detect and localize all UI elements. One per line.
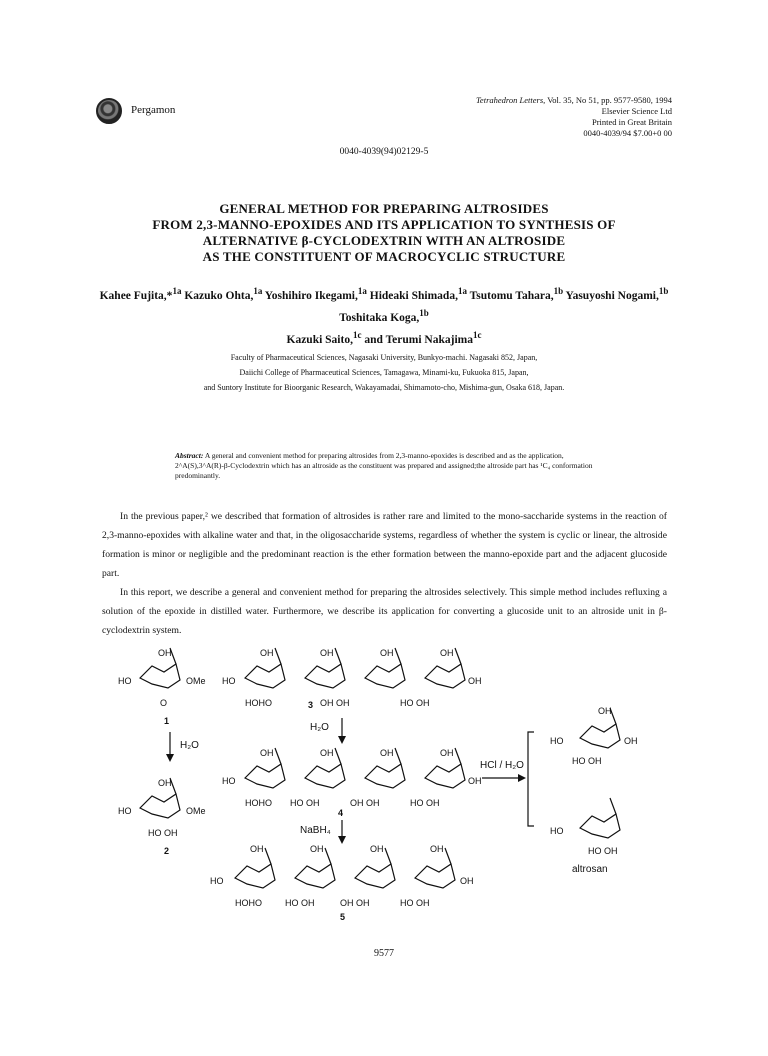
svg-text:HO: HO [550,826,564,836]
author: Toshitaka Koga, [339,311,420,324]
author-list: Kahee Fujita,*$^{1a}$ Kazuko Ohta,$^{1a}$ Yoshihiro Ikegami,$^{1a}$ Hideaki Shimada,$^{1a}$ Tsutomu Tahara,$^{1b}$ Yasuyoshi Nogami,$^{1b}$ Toshitaka Koga,$^{1b}$ Kazuki Saito,$^{1c}$ and Terumi Nakajima$^{1c}$ [99,286,669,346]
publisher-name: Pergamon [131,104,176,116]
affiliation-1: Faculty of Pharmaceutical Sciences, Nagasaki University, Bunkyo-machi. Nagasaki 852, Japan, [230,353,538,362]
doi: 0040-4039(94)02129-5 [339,147,429,157]
author: Yasuyoshi Nogami, [565,289,659,302]
svg-text:HO: HO [118,676,132,686]
abstract-text: A general and convenient method for preparing altrosides from 2,3-manno-epoxides is described and as the application, 2^A(S),3^A(R)-β-Cyclodextrin which has an altroside as the constituent was prepared and assigned;the altroside part has ¹C₄ conformation predominantly. [175,451,593,480]
svg-text:OH OH: OH OH [350,798,380,808]
title-line-2: FROM 2,3-MANNO-EPOXIDES AND ITS APPLICATION TO SYNTHESIS OF [152,217,616,232]
title-line-1: GENERAL METHOD FOR PREPARING ALTROSIDES [219,201,549,216]
compound-3-label: 3 [308,700,314,710]
svg-text:HO OH: HO OH [588,846,618,856]
reaction-scheme [110,640,670,950]
svg-text:HO OH: HO OH [290,798,320,808]
reagent-h2o: H₂O [180,740,199,751]
affiliations [120,350,648,395]
svg-text:OH: OH [158,778,172,788]
svg-text:HO OH: HO OH [400,898,430,908]
svg-text:HO OH: HO OH [410,798,440,808]
svg-text:HO: HO [222,676,236,686]
journal-code: 0040-4039/94 $7.00+0 00 [583,128,672,138]
page-number: 9577 [374,948,394,959]
svg-text:OH: OH [260,748,274,758]
journal-publisher: Elsevier Science Ltd [601,106,672,116]
abstract-label: Abstract: [175,451,204,460]
pergamon-logo [96,98,122,124]
svg-text:HO OH: HO OH [572,756,602,766]
svg-text:O: O [160,698,168,708]
journal-printed: Printed in Great Britain [591,117,672,127]
svg-text:OH: OH [260,648,274,658]
svg-text:HO OH: HO OH [148,828,178,838]
title-line-4: AS THE CONSTITUENT OF MACROCYCLIC STRUCTURE [202,249,566,264]
svg-text:OH OH: OH OH [320,698,350,708]
altrosan-label: altrosan [572,864,608,875]
paper-title [90,201,678,265]
author: Terumi Nakajima [385,333,473,346]
svg-text:H₂O: H₂O [310,722,329,733]
reagent-hcl: HCl / H₂O [480,760,524,771]
scheme-oh: OH [158,648,172,658]
svg-text:OH: OH [320,648,334,658]
compound-3-structure [222,648,482,710]
svg-text:OH: OH [370,844,384,854]
svg-text:OH: OH [440,748,454,758]
svg-text:HO OH: HO OH [400,698,430,708]
affiliation-3: and Suntory Institute for Bioorganic Research, Wakayamadai, Shimamoto-cho, Mishima-gun, Osaka 618, Japan. [203,383,565,392]
svg-text:HO: HO [222,776,236,786]
compound-5-label: 5 [340,912,346,922]
journal-volume: , Vol. 35, No 51, pp. 9577-9580, 1994 [543,95,672,105]
svg-text:OMe: OMe [186,806,206,816]
svg-text:HO: HO [210,876,224,886]
affiliation-2: Daiichi College of Pharmaceutical Sciences, Tamagawa, Minami-ku, Fukuoka 815, Japan, [239,368,529,377]
journal-info [342,95,672,139]
svg-text:OMe: OMe [186,676,206,686]
author: Hideaki Shimada, [369,289,458,302]
svg-text:OH: OH [468,676,482,686]
compound-4-label: 4 [338,808,344,818]
compound-1-label: 1 [164,716,170,726]
svg-text:OH: OH [380,748,394,758]
svg-text:OH: OH [460,876,474,886]
author: Tsutomu Tahara, [469,289,554,302]
title-line-3: ALTERNATIVE β-CYCLODEXTRIN WITH AN ALTROSIDE [202,233,566,248]
svg-text:OH: OH [624,736,638,746]
author: Yoshihiro Ikegami, [264,289,358,302]
paragraph-1: In the previous paper,² we described that formation of altrosides is rather rare and limited to the mono-saccharide systems in the reaction of 2,3-manno-epoxides with alkaline water and that, in the oligosaccharide systems, regardless of whether the system is cyclic or linear, the altroside formation is minor or negligible and the predominant reaction is the ether formation between the manno-epoxide part and the adjacent glucoside part. [102,511,667,579]
compound-4-structure [222,748,482,818]
svg-text:OH: OH [598,706,612,716]
svg-text:HO OH: HO OH [285,898,315,908]
author: Kahee Fujita,* [99,289,173,302]
svg-text:OH: OH [430,844,444,854]
svg-text:OH OH: OH OH [340,898,370,908]
journal-name: Tetrahedron Letters [475,95,544,105]
compound-1-structure [118,648,206,726]
abstract [175,451,595,481]
altroside-product [550,706,638,766]
body-text [102,507,667,640]
compound-2-structure [118,778,206,856]
svg-text:OH: OH [310,844,324,854]
svg-text:HOHO: HOHO [245,798,272,808]
svg-text:OH: OH [320,748,334,758]
svg-text:HO: HO [550,736,564,746]
svg-text:OH: OH [250,844,264,854]
svg-text:HO: HO [118,806,132,816]
author: Kazuki Saito, [286,333,353,346]
compound-2-label: 2 [164,846,170,856]
altrosan-product [550,798,620,875]
svg-text:HOHO: HOHO [235,898,262,908]
svg-text:OH: OH [380,648,394,658]
svg-text:HOHO: HOHO [245,698,272,708]
compound-5-structure [210,844,474,922]
svg-text:OH: OH [468,776,482,786]
paragraph-2: In this report, we describe a general and convenient method for preparing the altrosides selectively. This simple method includes refluxing a solution of the epoxide in distilled water. Furthermore, we describe its application for converting a glucoside unit to an altroside unit in β-cyclodextrin system. [102,587,667,636]
reagent-nabh4: NaBH₄ [300,825,331,836]
author: Kazuko Ohta, [184,289,254,302]
svg-text:OH: OH [440,648,454,658]
